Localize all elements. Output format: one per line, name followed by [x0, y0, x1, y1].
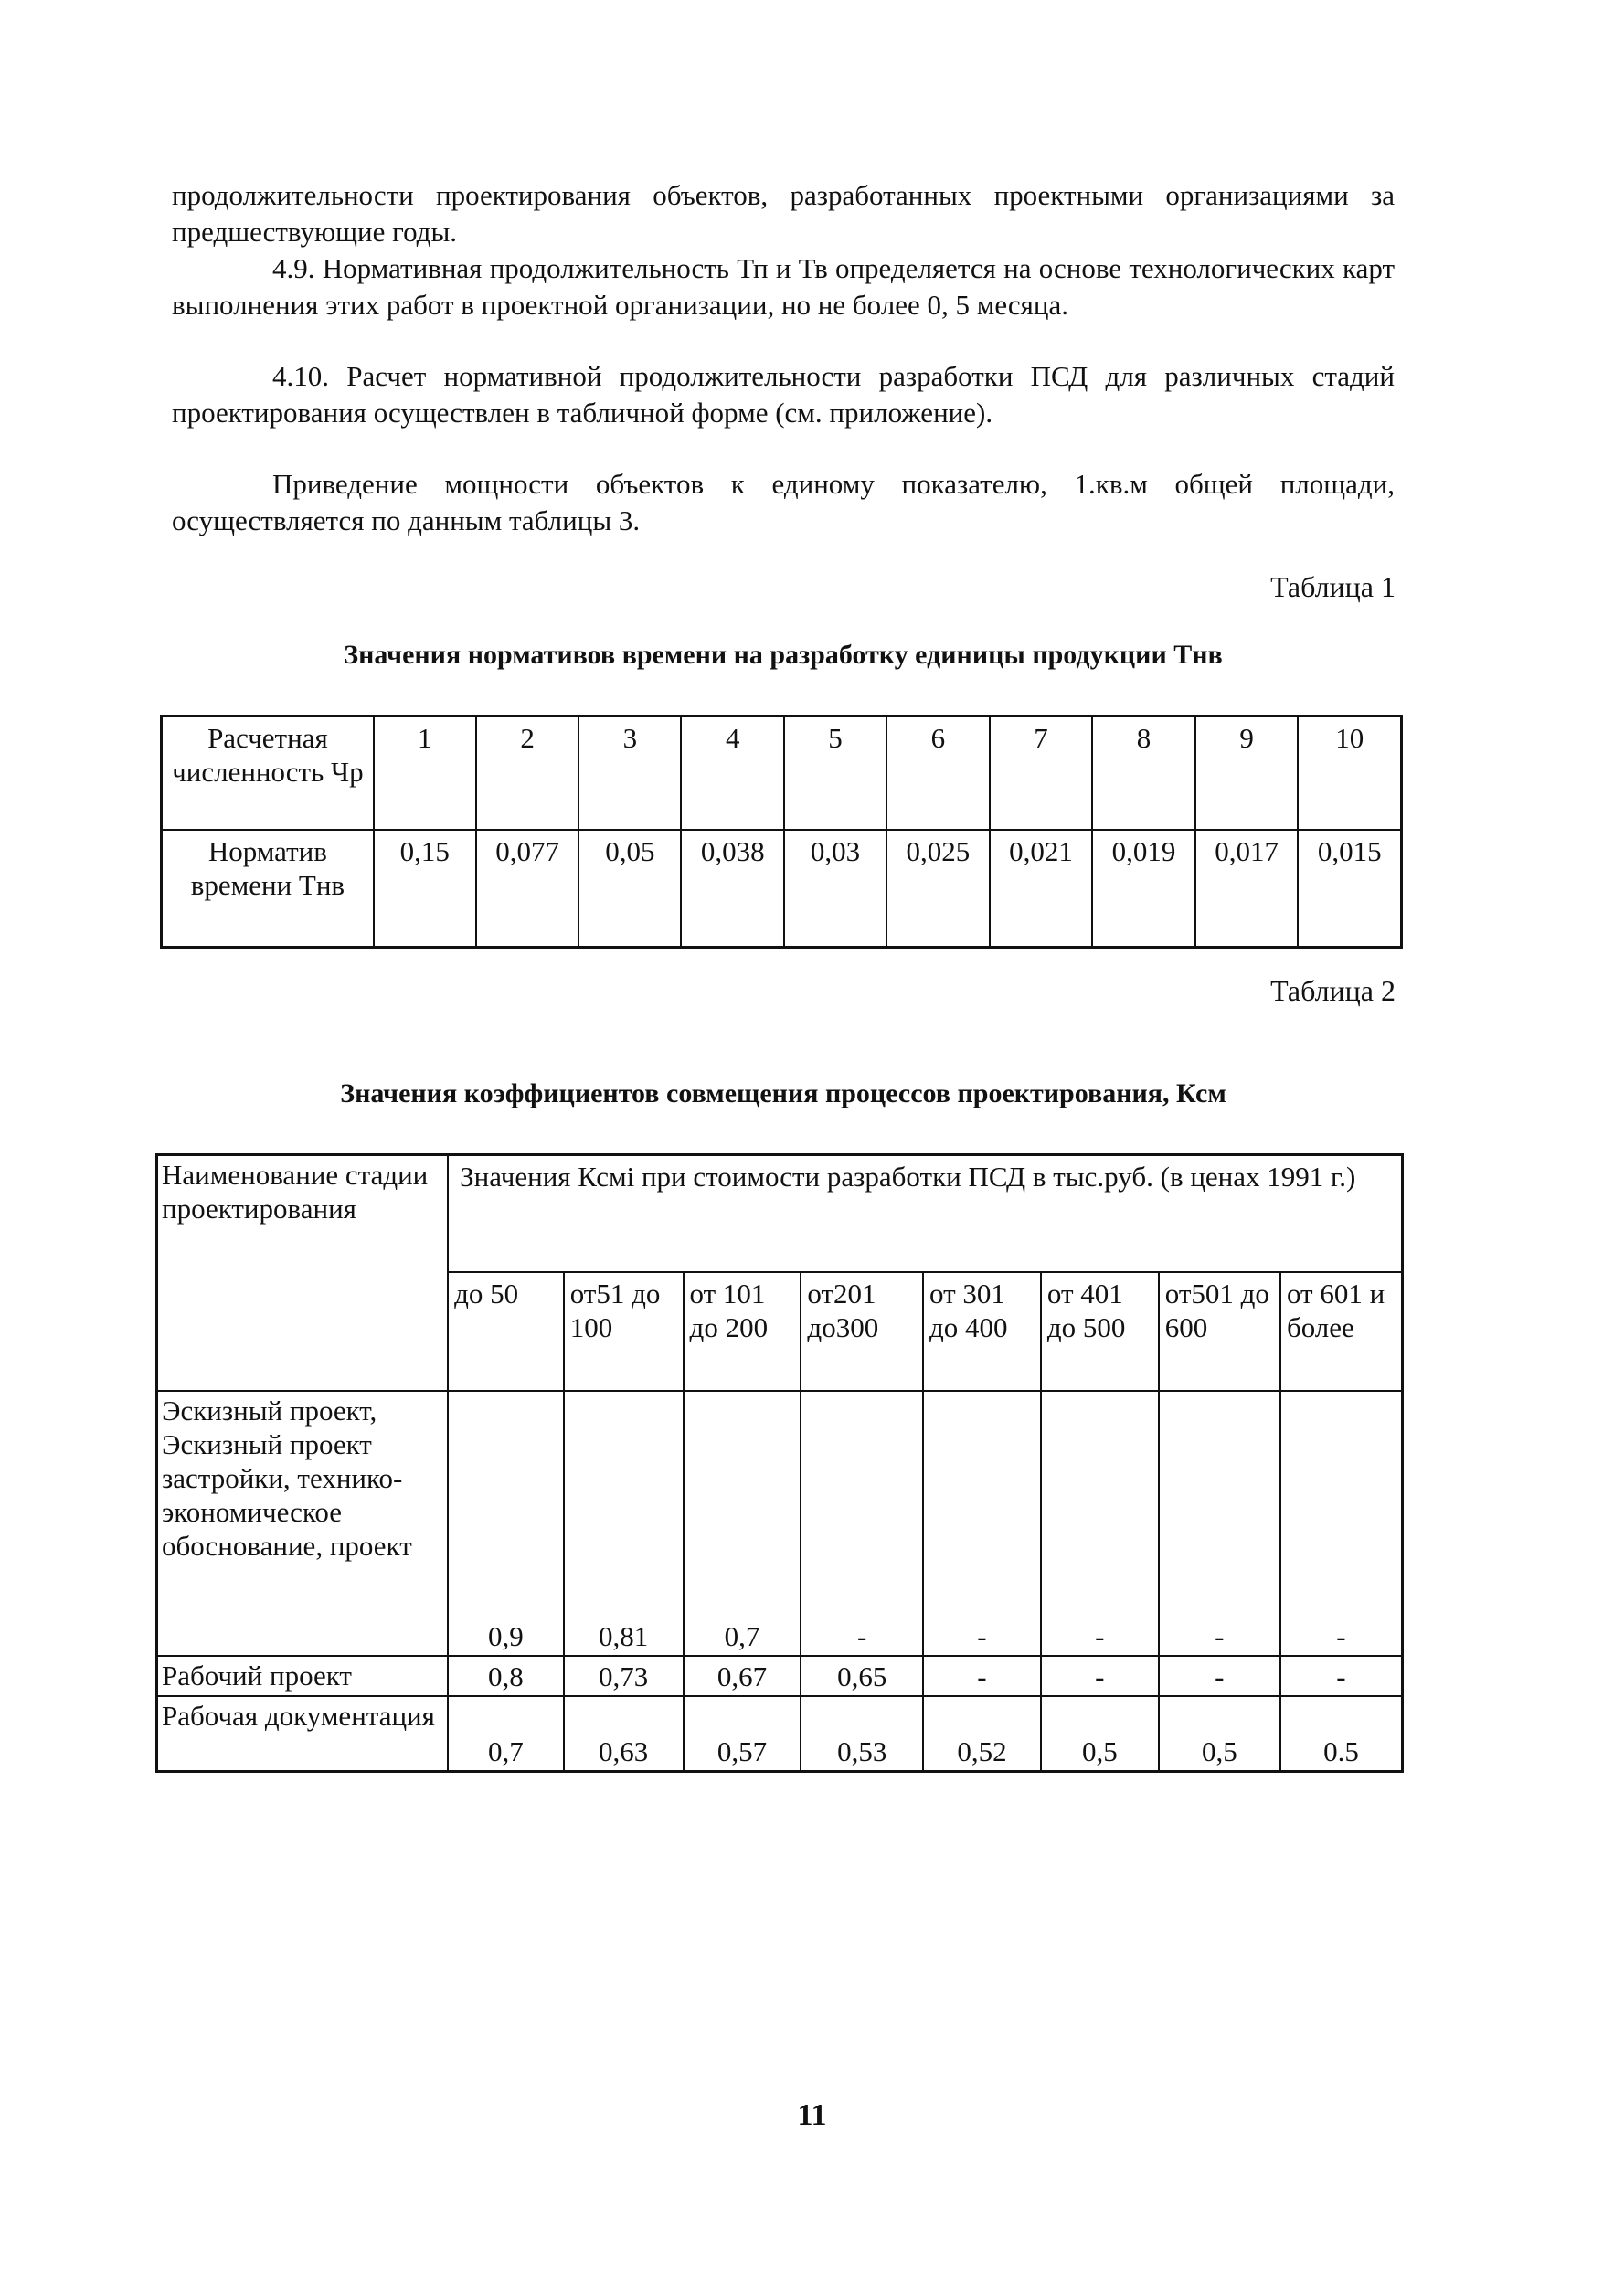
table2-coefficients	[155, 1153, 1404, 1773]
table1-cell: 0,15	[374, 830, 476, 948]
table2-value-cell: 0,67	[684, 1656, 801, 1696]
table2-value-cell: -	[801, 1391, 923, 1656]
table1-time-norms	[160, 715, 1403, 949]
table1-cell: 0,05	[578, 830, 681, 948]
table1-label: Таблица 1	[1270, 570, 1396, 603]
table1-cell: 0,019	[1092, 830, 1195, 948]
table1-cell: 8	[1092, 716, 1195, 831]
table2-value-cell: 0,8	[448, 1656, 564, 1696]
table2-value-cell: -	[1159, 1391, 1280, 1656]
table2-value-cell: -	[923, 1391, 1041, 1656]
table1-cell: 4	[681, 716, 784, 831]
table2-stage-cell: Рабочая документация	[157, 1696, 449, 1772]
table2-value-cell: 0,65	[801, 1656, 923, 1696]
table2-range-header: от51 до 100	[564, 1272, 684, 1391]
table2-range-header: от201 до300	[801, 1272, 923, 1391]
page-number: 11	[797, 2098, 827, 2132]
table2-range-header: от 401 до 500	[1041, 1272, 1159, 1391]
table1-cell: 0,03	[784, 830, 886, 948]
paragraph-continuation: продолжительности проектирования объектов, разработанных проектными организациями за предшествующие годы.	[172, 179, 1395, 248]
table1-title: Значения нормативов времени на разработку единицы продукции Тнв	[344, 640, 1223, 670]
paragraph-area-normalization: Приведение мощности объектов к единому показателю, 1.кв.м общей площади, осуществляется по данным таблицы 3.	[172, 468, 1395, 536]
paragraph-4-10: 4.10. Расчет нормативной продолжительности разработки ПСД для различных стадий проектирования осуществлен в табличной форме (см. приложение).	[172, 360, 1395, 429]
table1-row-staff	[162, 716, 1402, 831]
table2-range-header: от501 до 600	[1159, 1272, 1280, 1391]
table1-cell: 7	[990, 716, 1093, 831]
table2-value-cell: 0.5	[1280, 1696, 1403, 1772]
table1-cell: 0,021	[990, 830, 1093, 948]
table-row	[157, 1656, 1403, 1696]
table1-cell: 1	[374, 716, 476, 831]
table2-value-cell: -	[1280, 1656, 1403, 1696]
table2-stage-header: Наименование стадии проектирования	[157, 1155, 449, 1392]
table2-value-cell: 0,5	[1159, 1696, 1280, 1772]
table2-range-header: до 50	[448, 1272, 564, 1391]
table2-value-cell: -	[1280, 1391, 1403, 1656]
table2-header-row	[157, 1155, 1403, 1273]
table2-group-header: Значения Ксмi при стоимости разработки ПСД в тыс.руб. (в ценах 1991 г.)	[448, 1155, 1402, 1273]
table2-range-header: от 101 до 200	[684, 1272, 801, 1391]
table2-value-cell: 0,7	[448, 1696, 564, 1772]
table1-cell: 10	[1298, 716, 1401, 831]
table2-label: Таблица 2	[1270, 974, 1396, 1007]
table1-cell: 0,038	[681, 830, 784, 948]
table2-value-cell: -	[1041, 1656, 1159, 1696]
table1-cell: 5	[784, 716, 886, 831]
table2-value-cell: 0,9	[448, 1391, 564, 1656]
table1-cell: 9	[1195, 716, 1299, 831]
table1-row1-header: Расчетная численность Чр	[162, 716, 374, 831]
paragraph-4-9: 4.9. Нормативная продолжительность Тп и Тв определяется на основе технологических карт выполнения этих работ в проектной организации, но не более 0, 5 месяца.	[172, 252, 1395, 321]
table2-value-cell: 0,73	[564, 1656, 684, 1696]
table2-stage-cell: Рабочий проект	[157, 1656, 449, 1696]
table1-cell: 0,015	[1298, 830, 1401, 948]
table2-range-header: от 601 и более	[1280, 1272, 1403, 1391]
table1-cell: 2	[476, 716, 579, 831]
table2-value-cell: -	[1041, 1391, 1159, 1656]
table2-stage-cell: Эскизный проект, Эскизный проект застройки, технико-экономическое обоснование, проект	[157, 1391, 449, 1656]
table2-value-cell: -	[923, 1656, 1041, 1696]
table1-cell: 0,017	[1195, 830, 1299, 948]
table2-value-cell: -	[1159, 1656, 1280, 1696]
table2-value-cell: 0,63	[564, 1696, 684, 1772]
table2-value-cell: 0,5	[1041, 1696, 1159, 1772]
table1-cell: 0,025	[886, 830, 990, 948]
table2-value-cell: 0,57	[684, 1696, 801, 1772]
table1-cell: 3	[578, 716, 681, 831]
table2-value-cell: 0,53	[801, 1696, 923, 1772]
table1-row-time-norm	[162, 830, 1402, 948]
table-row	[157, 1696, 1403, 1772]
table1-row2-header: Норматив времени Тнв	[162, 830, 374, 948]
table2-title: Значения коэффициентов совмещения процессов проектирования, Ксм	[340, 1078, 1226, 1108]
table-row	[157, 1391, 1403, 1656]
table1-cell: 6	[886, 716, 990, 831]
table2-value-cell: 0,7	[684, 1391, 801, 1656]
table2-range-header: от 301 до 400	[923, 1272, 1041, 1391]
table2-value-cell: 0,52	[923, 1696, 1041, 1772]
table1-cell: 0,077	[476, 830, 579, 948]
table2-value-cell: 0,81	[564, 1391, 684, 1656]
